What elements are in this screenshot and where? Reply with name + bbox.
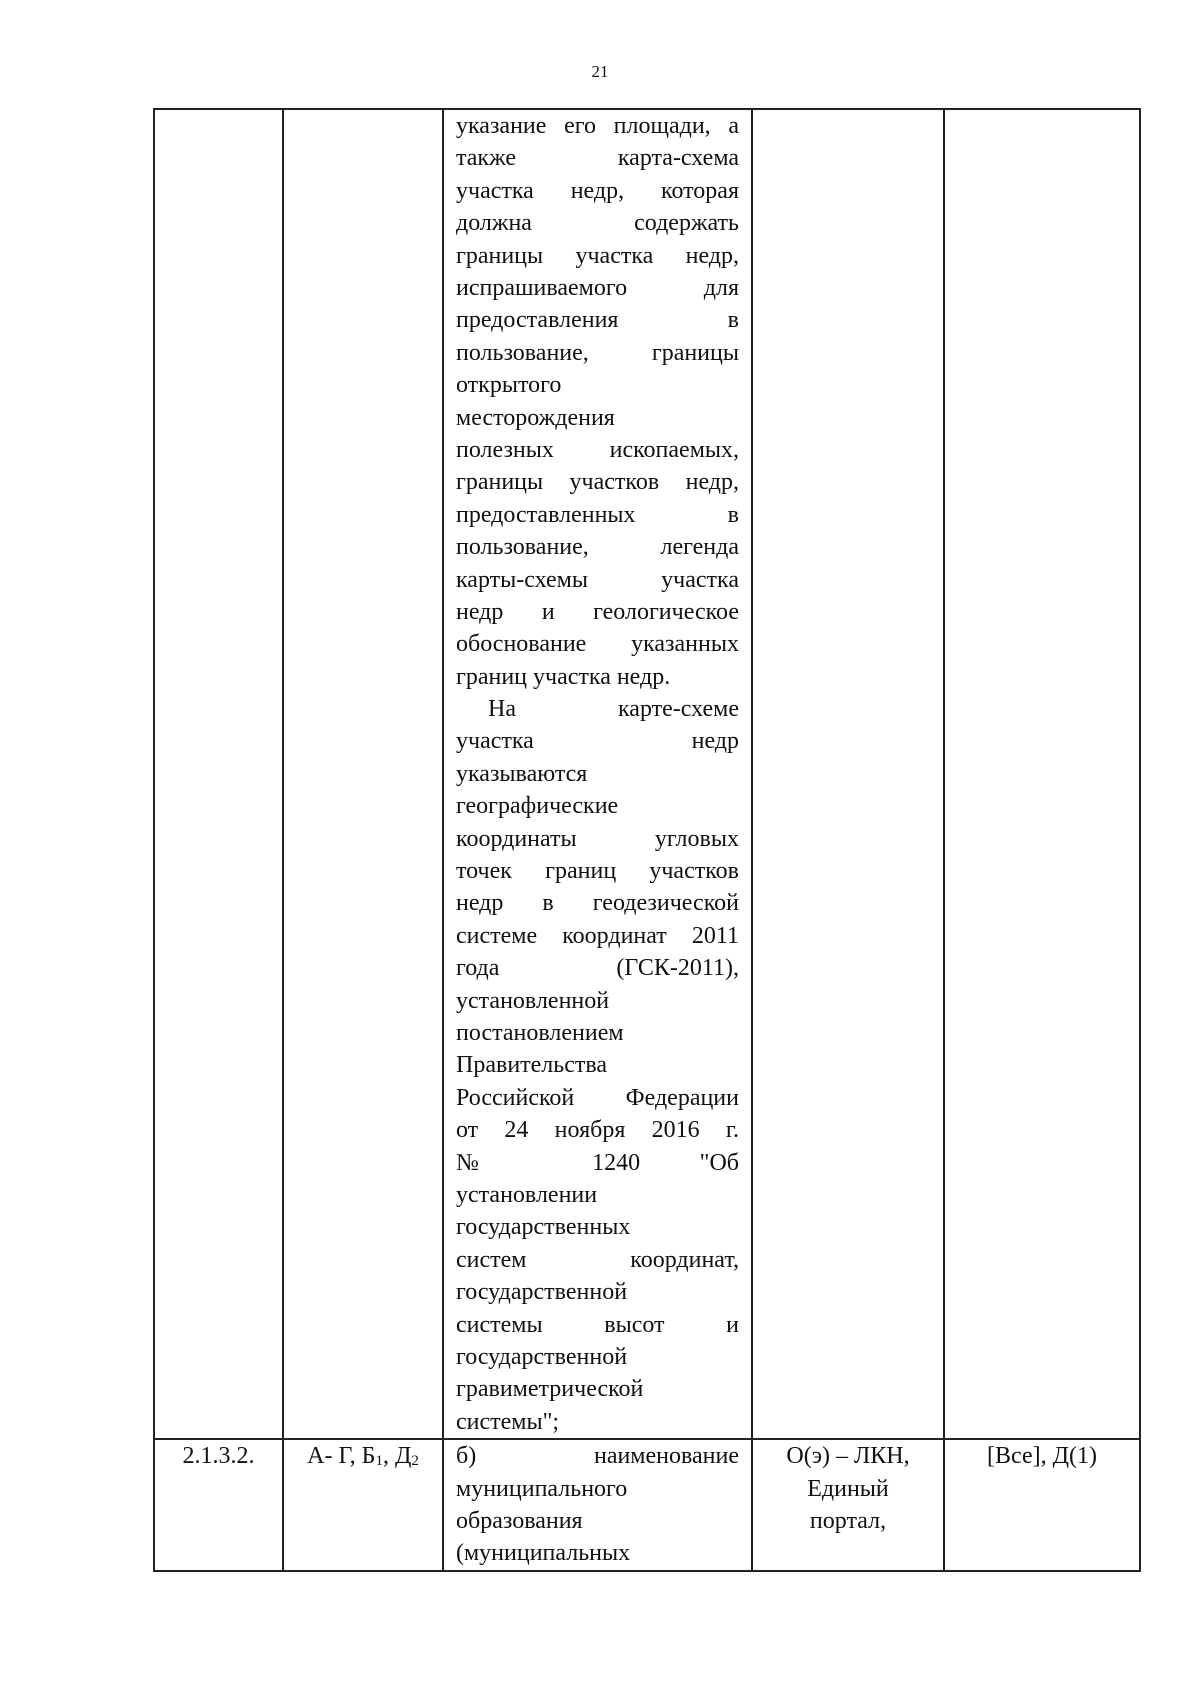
text-line: муниципального (456, 1475, 628, 1502)
text-line: образования (456, 1508, 583, 1535)
text-line: также карта-схема (456, 145, 739, 172)
text-line: Правительства (456, 1052, 608, 1079)
text-line: На карте-схеме (488, 696, 739, 723)
text-line: государственной (456, 1344, 628, 1371)
text-line: установлении (456, 1182, 598, 1209)
description-text (444, 110, 751, 1438)
text-line: обоснование указанных (456, 631, 739, 658)
description-text (444, 1440, 751, 1570)
text-line: испрашиваемого для (456, 274, 739, 301)
text-line: Российской Федерации (456, 1084, 739, 1111)
text-line: полезных ископаемых, (456, 436, 739, 463)
text-line: указываются (456, 760, 588, 787)
cell-source (752, 1439, 944, 1571)
page-number: 21 (591, 62, 609, 81)
text-line: предоставления в (456, 307, 739, 334)
requirements-table (153, 108, 1141, 1572)
row-category: А- Г, $Б_1$, $Д_2$ (307, 1443, 419, 1470)
cell-tag (944, 1439, 1140, 1571)
table-row-continued (154, 109, 1140, 1439)
text-line: государственных (456, 1214, 631, 1241)
text-line: границ участка недр. (456, 663, 671, 690)
cell-description (443, 1439, 752, 1571)
text-line: границы участков недр, (456, 469, 739, 496)
text-line: пользование, легенда (456, 534, 739, 561)
text-line: координаты угловых (456, 825, 739, 852)
text-line: гравиметрической (456, 1376, 644, 1403)
text-line: установленной (456, 987, 610, 1014)
row-tag: [Все], Д(1) (987, 1443, 1097, 1470)
row-number: 2.1.3.2. (182, 1443, 255, 1470)
text-line: б) наименование (456, 1443, 739, 1470)
text-line: № 1240 "Об (456, 1149, 739, 1176)
text-line: постановлением (456, 1020, 624, 1047)
text-line: указание его площади, а (456, 113, 739, 139)
text-line: участка недр (456, 728, 739, 755)
text-line: систем координат, (456, 1246, 739, 1273)
text-line: месторождения (456, 404, 615, 431)
cell-category-empty (283, 109, 443, 1439)
cell-tag-empty (944, 109, 1140, 1439)
text-line: пользование, границы (456, 339, 739, 366)
cell-source-empty (752, 109, 944, 1439)
source-line: О(э) – ЛКН, (786, 1443, 910, 1470)
text-line: недр в геодезической (456, 890, 739, 917)
text-line: участка недр, которая (456, 177, 739, 204)
text-line: географические (456, 793, 619, 820)
text-line: государственной (456, 1279, 628, 1306)
source-line: Единый (807, 1475, 889, 1502)
text-line: (муниципальных (456, 1540, 631, 1567)
cell-category (283, 1439, 443, 1571)
text-line: должна содержать (456, 210, 739, 237)
text-line: открытого (456, 372, 562, 399)
text-line: года (ГСК-2011), (456, 955, 739, 982)
text-line: предоставленных в (456, 501, 739, 528)
text-line: границы участка недр, (456, 242, 739, 269)
source-text (753, 1440, 943, 1537)
text-line: точек границ участков (456, 858, 739, 885)
text-line: системе координат 2011 (456, 922, 739, 949)
text-line: недр и геологическое (456, 598, 739, 625)
text-line: системы"; (456, 1408, 560, 1435)
source-line: портал, (809, 1508, 887, 1535)
cell-number (154, 1439, 283, 1571)
text-line: от 24 ноября 2016 г. (456, 1117, 739, 1144)
table-row-2-1-3-2 (154, 1439, 1140, 1571)
text-line: карты-схемы участка (456, 566, 739, 593)
cell-number-empty (154, 109, 283, 1439)
cell-description-continued (443, 109, 752, 1439)
text-line: системы высот и (456, 1311, 739, 1338)
